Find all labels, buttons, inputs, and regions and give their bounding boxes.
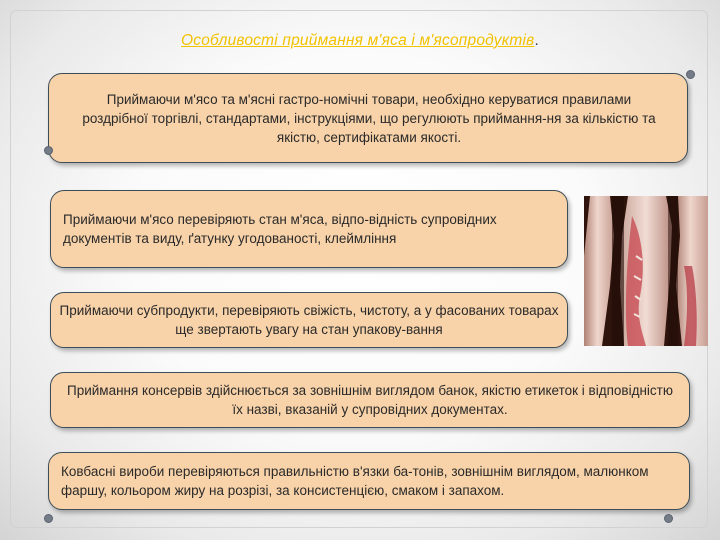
connector-dot-icon bbox=[44, 146, 53, 155]
slide-title-text: Особливості приймання м'яса і м'ясопродуктів bbox=[181, 32, 535, 49]
slide-title-period: . bbox=[534, 32, 539, 49]
info-box-meat bbox=[50, 190, 568, 268]
connector-dot-icon bbox=[686, 70, 695, 79]
info-box-meat-text: Приймаючи м'ясо перевіряють стан м'яса, відпо-відність супровідних документів та виду, ґатунку угодованості, клеймління bbox=[63, 212, 497, 246]
connector-dot-icon bbox=[44, 514, 53, 523]
connector-dot-icon bbox=[664, 514, 673, 523]
info-box-offal bbox=[50, 292, 568, 348]
info-box-sausage-text: Ковбасні вироби перевіряються правильністю в'язки ба-тонів, зовнішнім виглядом, малюнком фаршу, кольором жиру на розрізі, за консистенцією, смаком і запахом. bbox=[61, 464, 649, 498]
info-box-sausage bbox=[48, 452, 690, 510]
info-box-offal-text: Приймаючи субпродукти, перевіряють свіжість, чистоту, а у фасованих товарах ще звертають увагу на стан упакову-вання bbox=[59, 303, 559, 337]
meat-carcass-photo bbox=[584, 196, 708, 346]
info-box-canned-text: Приймання консервів здійснюється за зовнішнім виглядом банок, якістю етикеток і відповідністю їх назві, вказаній у супровідних документах. bbox=[67, 383, 673, 417]
info-box-general bbox=[48, 73, 688, 163]
info-box-canned bbox=[50, 372, 690, 428]
slide-title bbox=[0, 32, 720, 50]
info-box-general-text: Приймаючи м'ясо та м'ясні гастро-номічні товари, необхідно керуватися правилами роздрібної торгівлі, стандартами, інструкціями, що регулюють приймання-ня за кількістю та якістю, сертифікатами якості. bbox=[82, 91, 656, 145]
